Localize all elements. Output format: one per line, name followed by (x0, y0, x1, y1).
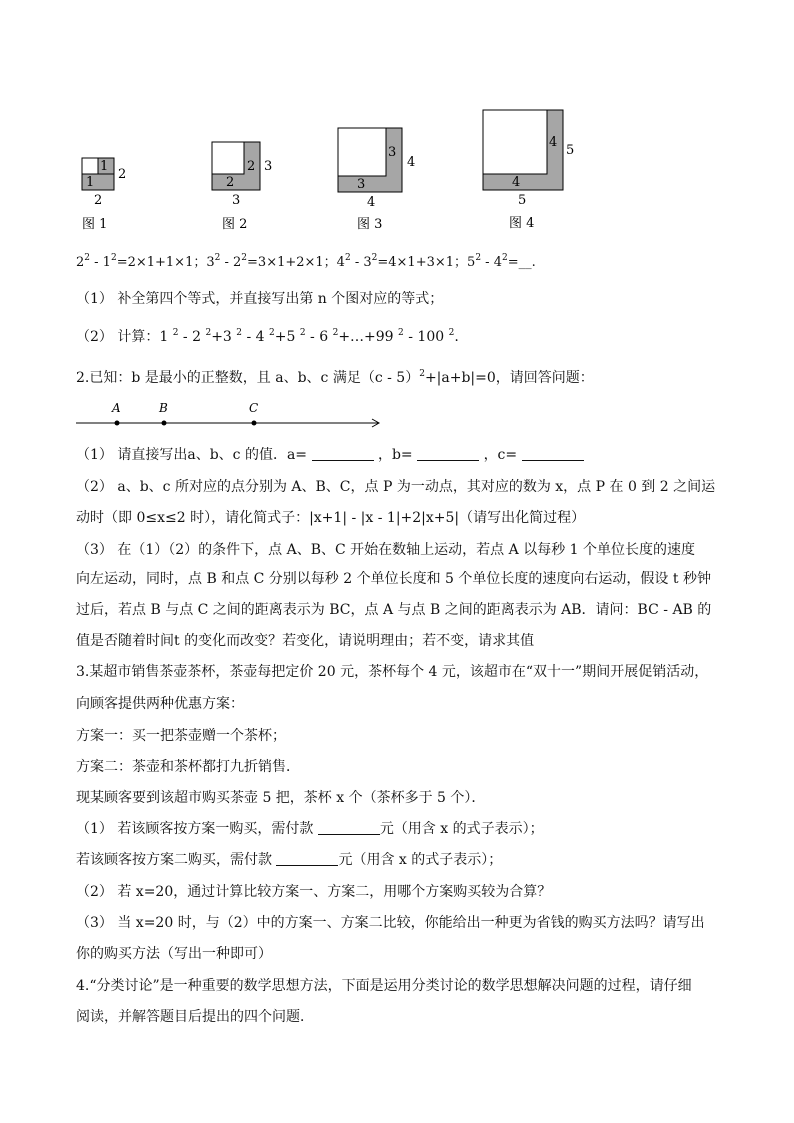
q2-part3-line3: 过后，若点 B 与点 C 之间的距离表示为 BC，点 A 与点 B 之间的距离表示为 AB．请问：BC - AB 的 (76, 602, 712, 618)
fig4-right-label: 4 (549, 135, 558, 150)
q1-part1: （1） 补全第四个等式，并直接写出第 n 个图对应的等式； (76, 291, 444, 307)
q4-line2: 阅读，并解答题目后提出的四个问题． (76, 1009, 314, 1025)
point-c-label: C (249, 401, 259, 415)
q2-stem: 2.已知：b 是最小的正整数，且 a、b、c 满足（c - 5）$^2$+|a+b|=0，请回答问题： (76, 369, 594, 386)
figure-2 (212, 140, 282, 236)
q3-line3: 方案一：买一把茶壶赠一个茶杯； (76, 728, 286, 744)
figure-3 (337, 126, 421, 236)
figure-1 (76, 154, 136, 236)
q2-part1: （1） 请直接写出a、b、c 的值．a= ，b= ，c= (76, 445, 584, 465)
q2-part2-line1: （2） a、b、c 所对应的点分别为 A、B、C，点 P 为一动点，其对应的数为 x，点 P 在 0 到 2 之间运 (76, 479, 716, 495)
answer-blank-c[interactable] (522, 446, 584, 461)
point-a-label: A (112, 401, 121, 415)
fig3-side-label: 4 (407, 155, 416, 170)
fig3-caption: 图 3 (357, 217, 383, 232)
q1-formula: $2^2 - 1^2=2\times 1+1\times 1$；$3^2 - 2^2=3\times 1+2\times 1$；$4^2 - 3^2=4\times 1+3\times 1$；$5^2$ - $4^2=\_\_$. (76, 253, 536, 270)
fig1-side-label: 2 (118, 167, 127, 182)
q2-part3-line4: 值是否随着时间t 的变化而改变？若变化，请说明理由；若不变，请求其值 (76, 633, 535, 649)
q4-line1: 4.“分类讨论”是一种重要的数学思想方法，下面是运用分类讨论的数学思想解决问题的过程，请仔细 (76, 978, 692, 994)
point-c (252, 421, 257, 426)
point-a (115, 421, 120, 426)
answer-blank-b[interactable] (417, 446, 479, 461)
fig2-bottom-label: 2 (226, 175, 235, 190)
fig2-caption: 图 2 (222, 217, 248, 232)
answer-blank-plan1[interactable] (318, 820, 380, 835)
q2-part3-line1: （3） 在（1）（2）的条件下，点 A、B、C 开始在数轴上运动，若点 A 以每秒 1 个单位长度的速度 (76, 542, 695, 558)
fig2-below-label: 3 (232, 193, 241, 208)
fig4-side-label: 5 (566, 143, 575, 158)
point-b-label: B (159, 401, 168, 415)
fig4-caption: 图 4 (509, 216, 535, 231)
q3-line7: 若该顾客按方案二购买，需付款 元（用含 x 的式子表示）； (76, 852, 503, 868)
fig3-below-label: 4 (367, 195, 376, 210)
q3-line8: （2） 若 x=20，通过计算比较方案一、方案二，用哪个方案购买较为合算？ (76, 884, 552, 900)
fig1-right-label: 1 (100, 159, 109, 174)
answer-blank-plan2[interactable] (276, 851, 338, 866)
q3-line1: 3.某超市销售茶壶茶杯，茶壶每把定价 20 元，茶杯每个 4 元，该超市在“双十一”期间开展促销活动， (76, 664, 709, 680)
q3-line4: 方案二：茶壶和茶杯都打九折销售． (76, 759, 300, 775)
fig1-caption: 图 1 (82, 217, 108, 232)
q2-part3-line2: 向左运动，同时，点 B 和点 C 分别以每秒 2 个单位长度和 5 个单位长度的速度向右运动，假设 t 秒钟 (76, 571, 711, 587)
q2-part2-line2: 动时（即 0≤x≤2 时），请化简式子：|x+1| - |x - 1|+2|x+5|（请写出化简过程） (76, 510, 586, 526)
q1-part2: （2） 计算：1 $^2$ - 2 $^2$+3 $^2$ - 4 $^2$+5 $^2$ - 6 $^2$+…+99 $^2$ - 100 $^2$. (76, 328, 459, 345)
figure-4 (482, 108, 582, 236)
q3-line10: 你的购买方法（写出一种即可） (76, 946, 272, 962)
fig2-right-label: 2 (247, 159, 256, 174)
point-b (162, 421, 167, 426)
fig1-below-label: 2 (94, 193, 103, 208)
number-line (76, 398, 386, 434)
fig4-bottom-label: 4 (512, 175, 521, 190)
fig2-side-label: 3 (264, 159, 273, 174)
fig1-bottom-label: 1 (86, 175, 95, 190)
answer-blank-a[interactable] (312, 446, 374, 461)
q3-line5: 现某顾客要到该超市购买茶壶 5 把，茶杯 x 个（茶杯多于 5 个）． (76, 790, 486, 806)
fig3-right-label: 3 (388, 145, 397, 160)
q3-line2: 向顾客提供两种优惠方案： (76, 696, 244, 712)
fig4-below-label: 5 (518, 193, 527, 208)
fig3-bottom-label: 3 (357, 177, 366, 192)
q3-line6: （1） 若该顾客按方案一购买，需付款 元（用含 x 的式子表示）； (76, 821, 544, 837)
q3-line9: （3） 当 x=20 时，与（2）中的方案一、方案二比较，你能给出一种更为省钱的购买方法吗？请写出 (76, 915, 705, 931)
